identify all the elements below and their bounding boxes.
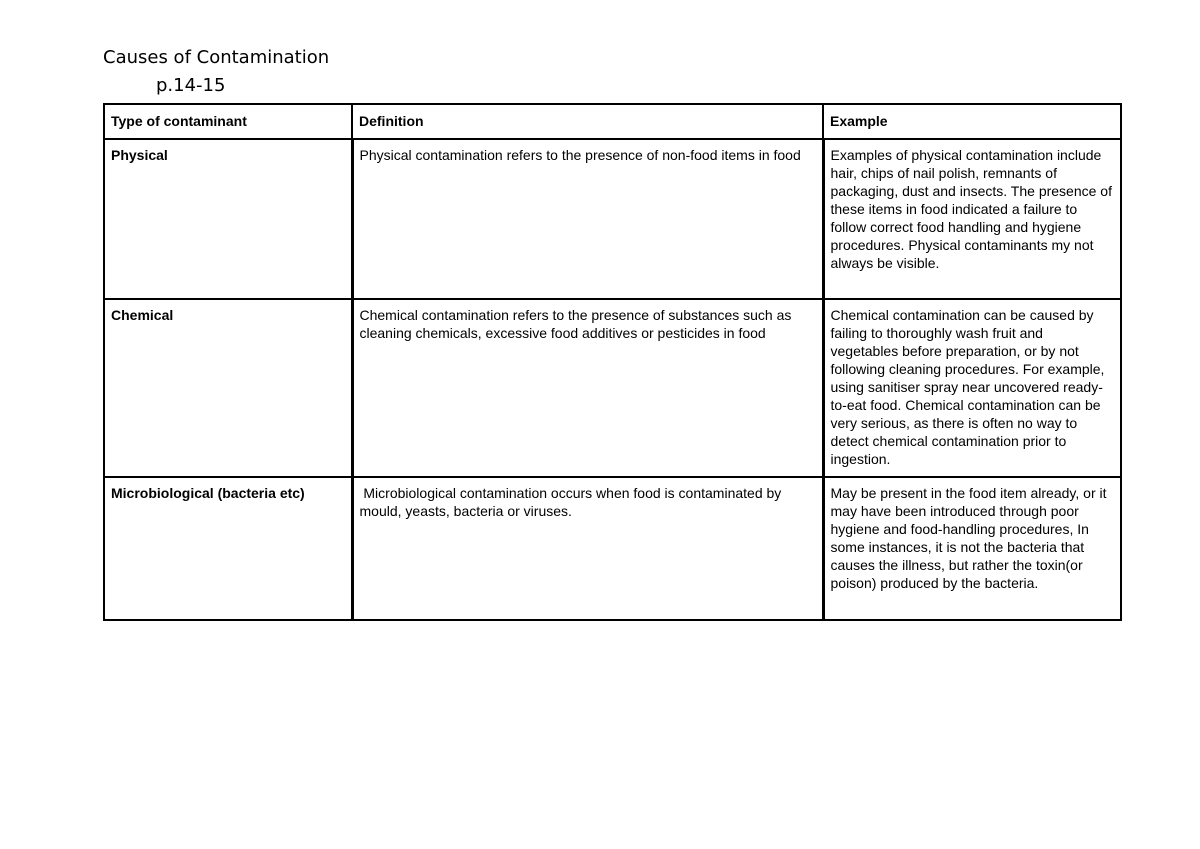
table-row bbox=[104, 299, 1121, 477]
contaminant-type-cell: Physical bbox=[104, 139, 352, 299]
page-title: Causes of Contamination bbox=[103, 47, 330, 68]
contaminant-type-cell: Microbiological (bacteria etc) bbox=[104, 477, 352, 620]
header-example: Example bbox=[823, 104, 1121, 139]
example-cell: Chemical contamination can be caused by failing to thoroughly wash fruit and vegetables before preparation, or by not following cleaning procedures. For example, using sanitiser spray near uncovered ready-to-eat food. Chemical contamination can be very serious, as there is often no way to detect chemical contamination prior to ingestion. bbox=[823, 299, 1121, 477]
definition-cell: Chemical contamination refers to the presence of substances such as cleaning chemicals, excessive food additives or pesticides in food bbox=[352, 299, 823, 477]
table-header-row bbox=[104, 104, 1121, 139]
definition-cell: Physical contamination refers to the presence of non-food items in food bbox=[352, 139, 823, 299]
contaminant-type-cell: Chemical bbox=[104, 299, 352, 477]
example-cell: May be present in the food item already, or it may have been introduced through poor hygiene and food-handling procedures, In some instances, it is not the bacteria that causes the illness, but rather the toxin(or poison) produced by the bacteria. bbox=[823, 477, 1121, 620]
example-cell: Examples of physical contamination include hair, chips of nail polish, remnants of packaging, dust and insects. The presence of these items in food indicated a failure to follow correct food handling and hygiene procedures. Physical contaminants my not always be visible. bbox=[823, 139, 1121, 299]
contamination-table bbox=[103, 103, 1122, 621]
header-definition: Definition bbox=[352, 104, 823, 139]
page-reference: p.14-15 bbox=[156, 75, 226, 96]
table-row bbox=[104, 477, 1121, 620]
header-type-of-contaminant: Type of contaminant bbox=[104, 104, 352, 139]
definition-cell: Microbiological contamination occurs when food is contaminated by mould, yeasts, bacteria or viruses. bbox=[352, 477, 823, 620]
table-row bbox=[104, 139, 1121, 299]
